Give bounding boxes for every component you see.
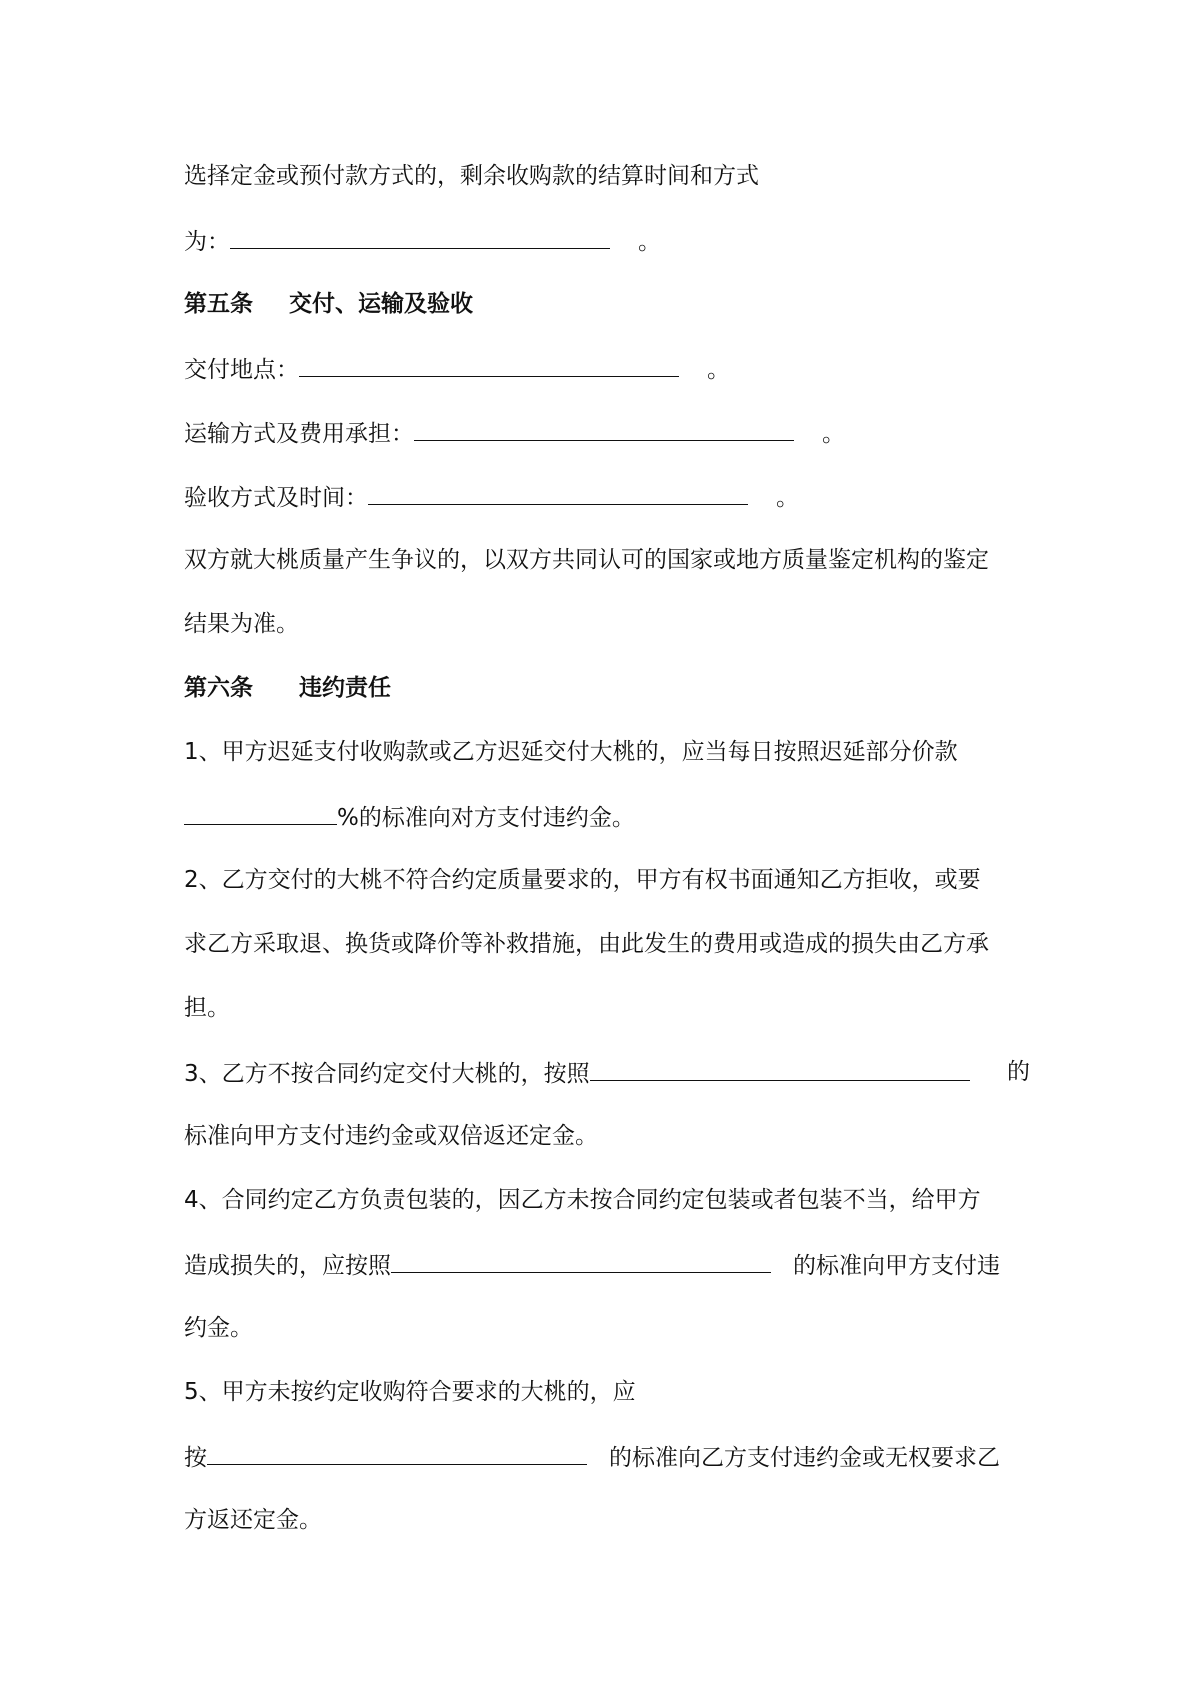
clause-2-line [184, 864, 1030, 928]
paragraph-line [184, 928, 1030, 992]
line-end: 。 [638, 229, 661, 255]
line-text: 选择定金或预付款方式的，剩余收购款的结算时间和方式 [184, 163, 759, 189]
transport-line [184, 416, 1030, 480]
line-text: 约金。 [184, 1315, 253, 1341]
line-end: 。 [776, 485, 799, 511]
line-end: 的标准向甲方支付违 [793, 1253, 1000, 1279]
line-text: 4、合同约定乙方负责包装的，因乙方未按合同约定包装或者包装不当，给甲方 [184, 1187, 981, 1213]
line-end: 的标准向乙方支付违约金或无权要求乙 [609, 1445, 1000, 1471]
paragraph-line [184, 992, 1030, 1056]
article-five-heading [184, 288, 1030, 352]
clause-4-blank[interactable] [391, 1248, 771, 1273]
line-text: %的标准向对方支付违约金。 [337, 805, 635, 831]
paragraph-line [184, 1504, 1030, 1568]
clause-1-line [184, 736, 1030, 800]
clause-4-line [184, 1184, 1030, 1248]
line-text: 方返还定金。 [184, 1507, 322, 1533]
article-title: 违约责任 [299, 675, 391, 701]
line-text: 担。 [184, 995, 230, 1021]
line-text: 结果为准。 [184, 611, 299, 637]
line-text: 2、乙方交付的大桃不符合约定质量要求的，甲方有权书面通知乙方拒收，或要 [184, 867, 981, 893]
line-text: 求乙方采取退、换货或降价等补救措施，由此发生的费用或造成的损失由乙方承 [184, 931, 989, 957]
delivery-place-line [184, 352, 1030, 416]
field-label: 为： [184, 229, 230, 255]
delivery-place-blank[interactable] [299, 352, 679, 377]
paragraph-line [184, 544, 1030, 608]
line-end: 的 [1007, 1059, 1030, 1085]
clause-5-blank-line [184, 1440, 1030, 1504]
field-label: 运输方式及费用承担： [184, 421, 414, 447]
field-label: 3、乙方不按合同约定交付大桃的，按照 [184, 1061, 590, 1087]
paragraph-line [184, 608, 1030, 672]
article-number: 第六条 [184, 675, 253, 701]
article-number: 第五条 [184, 291, 253, 317]
penalty-rate-line [184, 800, 1030, 864]
line-end: 。 [707, 357, 730, 383]
settlement-blank[interactable] [230, 224, 610, 249]
transport-blank[interactable] [414, 416, 794, 441]
clause-4-blank-line [184, 1248, 1030, 1312]
field-label: 交付地点： [184, 357, 299, 383]
paragraph-line [184, 1120, 1030, 1184]
acceptance-line [184, 480, 1030, 544]
acceptance-blank[interactable] [368, 480, 748, 505]
paragraph-line [184, 1312, 1030, 1376]
field-label: 造成损失的，应按照 [184, 1253, 391, 1279]
penalty-rate-blank[interactable] [184, 800, 337, 825]
clause-5-line [184, 1376, 1030, 1440]
clause-3-blank[interactable] [590, 1056, 970, 1081]
field-label: 验收方式及时间： [184, 485, 368, 511]
article-title: 交付、运输及验收 [289, 291, 473, 317]
line-end: 。 [822, 421, 845, 447]
line-text: 5、甲方未按约定收购符合要求的大桃的，应 [184, 1379, 636, 1405]
field-label: 按 [184, 1445, 207, 1471]
line-text: 标准向甲方支付违约金或双倍返还定金。 [184, 1123, 598, 1149]
clause-3-line [184, 1056, 1030, 1120]
clause-5-blank[interactable] [207, 1440, 587, 1465]
settlement-line [184, 224, 1030, 288]
article-six-heading [184, 672, 1030, 736]
line-text: 1、甲方迟延支付收购款或乙方迟延交付大桃的，应当每日按照迟延部分价款 [184, 739, 958, 765]
contract-body [184, 160, 1030, 1568]
paragraph-line [184, 160, 1030, 224]
line-text: 双方就大桃质量产生争议的，以双方共同认可的国家或地方质量鉴定机构的鉴定 [184, 547, 989, 573]
